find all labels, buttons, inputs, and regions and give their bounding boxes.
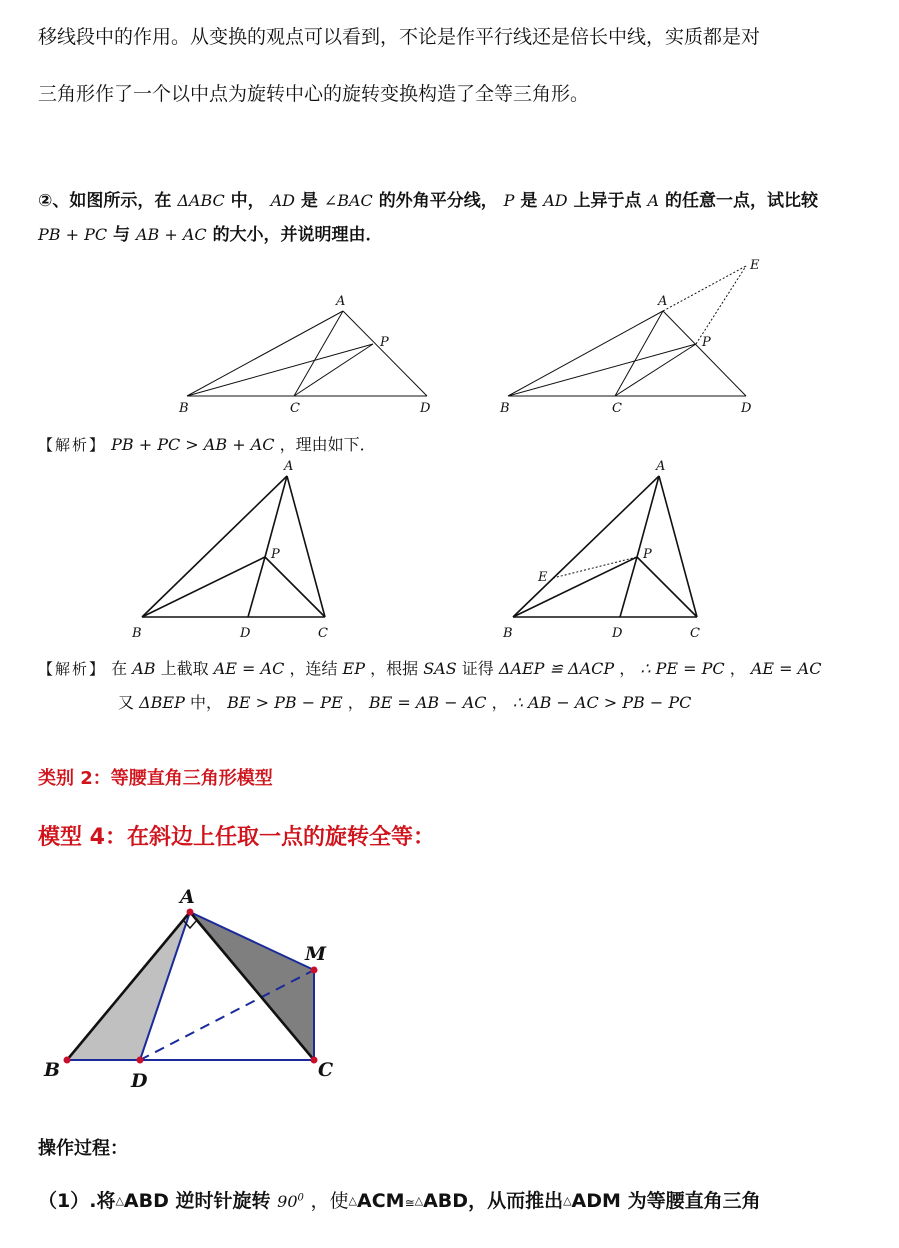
label-P: P: [643, 547, 652, 562]
triangle-icon: △: [414, 1194, 424, 1207]
label-D: D: [131, 1070, 148, 1092]
label-E: E: [538, 570, 548, 585]
label-B: B: [503, 626, 513, 641]
process-step-1: （1）.将△ABD 逆时针旋转 $90^0$ ，使△ACM≅△ABD，从而推出△ADM 为等腰直角三角: [38, 1190, 761, 1212]
triangle-icon: △: [348, 1194, 357, 1207]
label-D: D: [420, 401, 431, 416]
label-D: D: [240, 626, 251, 641]
label-C: C: [290, 401, 300, 416]
model-heading: 模型 4：在斜边上任取一点的旋转全等：: [38, 825, 435, 850]
label-A: A: [284, 459, 294, 474]
analysis-2-line-1: 【解析】 在 AB 上截取 AE = AC ，连结 EP ，根据 SAS 证得 ΔAEP ≌ ΔACP ， ∴ PE = PC ， AE = AC: [38, 659, 822, 678]
label-C: C: [318, 1059, 334, 1081]
label-B: B: [44, 1059, 61, 1081]
label-C: C: [612, 401, 622, 416]
intro-line-1: 移线段中的作用。从变换的观点可以看到，不论是作平行线还是倍长中线，实质都是对: [38, 26, 761, 48]
label-A: A: [658, 294, 668, 309]
problem-2-line-1: ②、如图所示，在 ΔABC 中， AD 是 ∠BAC 的外角平分线， P 是 AD 上异于点 A 的任意一点，试比较: [38, 191, 818, 211]
label-D: D: [741, 401, 752, 416]
label-P: P: [271, 547, 280, 562]
label-B: B: [500, 401, 510, 416]
triangle-icon: △: [563, 1194, 572, 1207]
category-heading: 类别 2：等腰直角三角形模型: [38, 768, 273, 789]
triangle-icon: △: [115, 1194, 124, 1207]
label-M: M: [305, 943, 327, 965]
analysis-1: 【解析】 PB + PC > AB + AC ，理由如下．: [38, 435, 376, 454]
label-P: P: [702, 335, 711, 350]
label-A: A: [656, 459, 666, 474]
label-E: E: [750, 258, 760, 273]
problem-2-line-2: PB + PC 与 AB + AC 的大小，并说明理由．: [38, 225, 383, 245]
label-C: C: [318, 626, 328, 641]
label-B: B: [132, 626, 142, 641]
intro-line-2: 三角形作了一个以中点为旋转中心的旋转变换构造了全等三角形。: [38, 83, 590, 105]
label-P: P: [380, 335, 389, 350]
process-heading: 操作过程：: [38, 1138, 128, 1159]
label-D: D: [612, 626, 623, 641]
label-B: B: [179, 401, 189, 416]
label-A: A: [336, 294, 346, 309]
label-C: C: [690, 626, 700, 641]
analysis-2-line-2: 又 ΔBEP 中， BE > PB − PE ， BE = AB − AC ， ∴ AB − AC > PB − PC: [118, 693, 692, 712]
label-A: A: [180, 886, 195, 908]
